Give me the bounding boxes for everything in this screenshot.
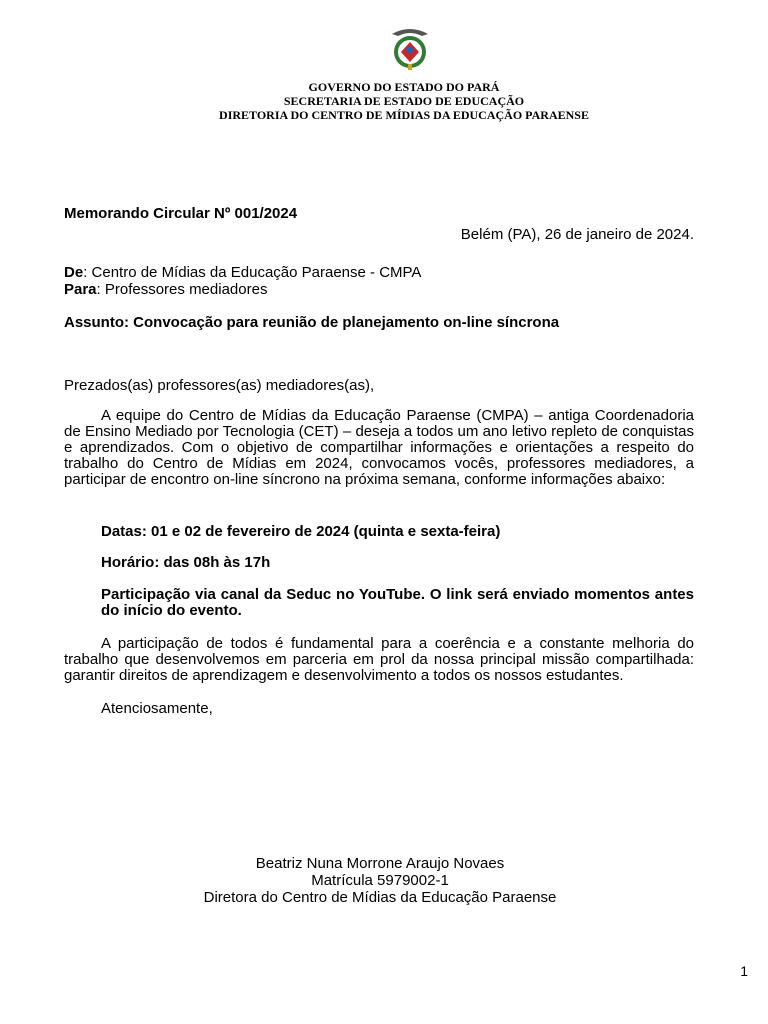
page-number: 1	[740, 963, 748, 979]
to-label: Para	[64, 281, 97, 298]
from-value: : Centro de Mídias da Educação Paraense - CMPA	[83, 264, 422, 281]
memo-from	[64, 265, 694, 281]
memo-subject: Assunto: Convocação para reunião de planejamento on-line síncrona	[64, 314, 560, 331]
closing: Atenciosamente,	[101, 700, 213, 717]
to-value: : Professores mediadores	[96, 281, 268, 298]
signature-name: Beatriz Nuna Morrone Araujo Novaes	[255, 855, 505, 872]
memo-date: Belém (PA), 26 de janeiro de 2024.	[460, 226, 694, 243]
memo-title: Memorando Circular Nº 001/2024	[64, 205, 298, 222]
letterhead-government: GOVERNO DO ESTADO DO PARÁ	[308, 80, 500, 94]
letterhead	[0, 80, 768, 122]
greeting: Prezados(as) professores(as) mediadores(as),	[64, 377, 375, 394]
from-label: De	[64, 264, 84, 281]
signature-role: Diretora do Centro de Mídias da Educação Paraense	[203, 889, 557, 906]
event-dates: Datas: 01 e 02 de fevereiro de 2024 (quinta e sexta-feira)	[101, 523, 501, 540]
event-time: Horário: das 08h às 17h	[101, 554, 271, 571]
event-participation: Participação via canal da Seduc no YouTube. O link será enviado momentos antes do início do evento.	[101, 586, 694, 619]
letterhead-secretariat: SECRETARIA DE ESTADO DE EDUCAÇÃO	[283, 94, 525, 108]
body-paragraph-2: A participação de todos é fundamental para a coerência e a constante melhoria do trabalho que desenvolvemos em parceria em prol da nossa principal missão compartilhada: garantir direitos de aprendizagem e desenvolvimento a todos os nossos estudantes.	[64, 635, 694, 684]
body-paragraph-1: A equipe do Centro de Mídias da Educação Paraense (CMPA) – antiga Coordenadoria de Ensino Mediado por Tecnologia (CET) – deseja a todos um ano letivo repleto de conquistas e aprendizados. Com o objetivo de compartilhar informações e orientações a respeito do trabalho do Centro de Mídias em 2024, convocamos vocês, professores mediadores, a participar de encontro on-line síncrono na próxima semana, conforme informações abaixo:	[64, 407, 694, 488]
letterhead-directorate: DIRETORIA DO CENTRO DE MÍDIAS DA EDUCAÇÃO PARAENSE	[219, 108, 589, 122]
memo-to	[64, 282, 694, 298]
signature-registration: Matrícula 5979002-1	[311, 872, 449, 889]
para-state-coat-of-arms-icon	[386, 24, 434, 72]
